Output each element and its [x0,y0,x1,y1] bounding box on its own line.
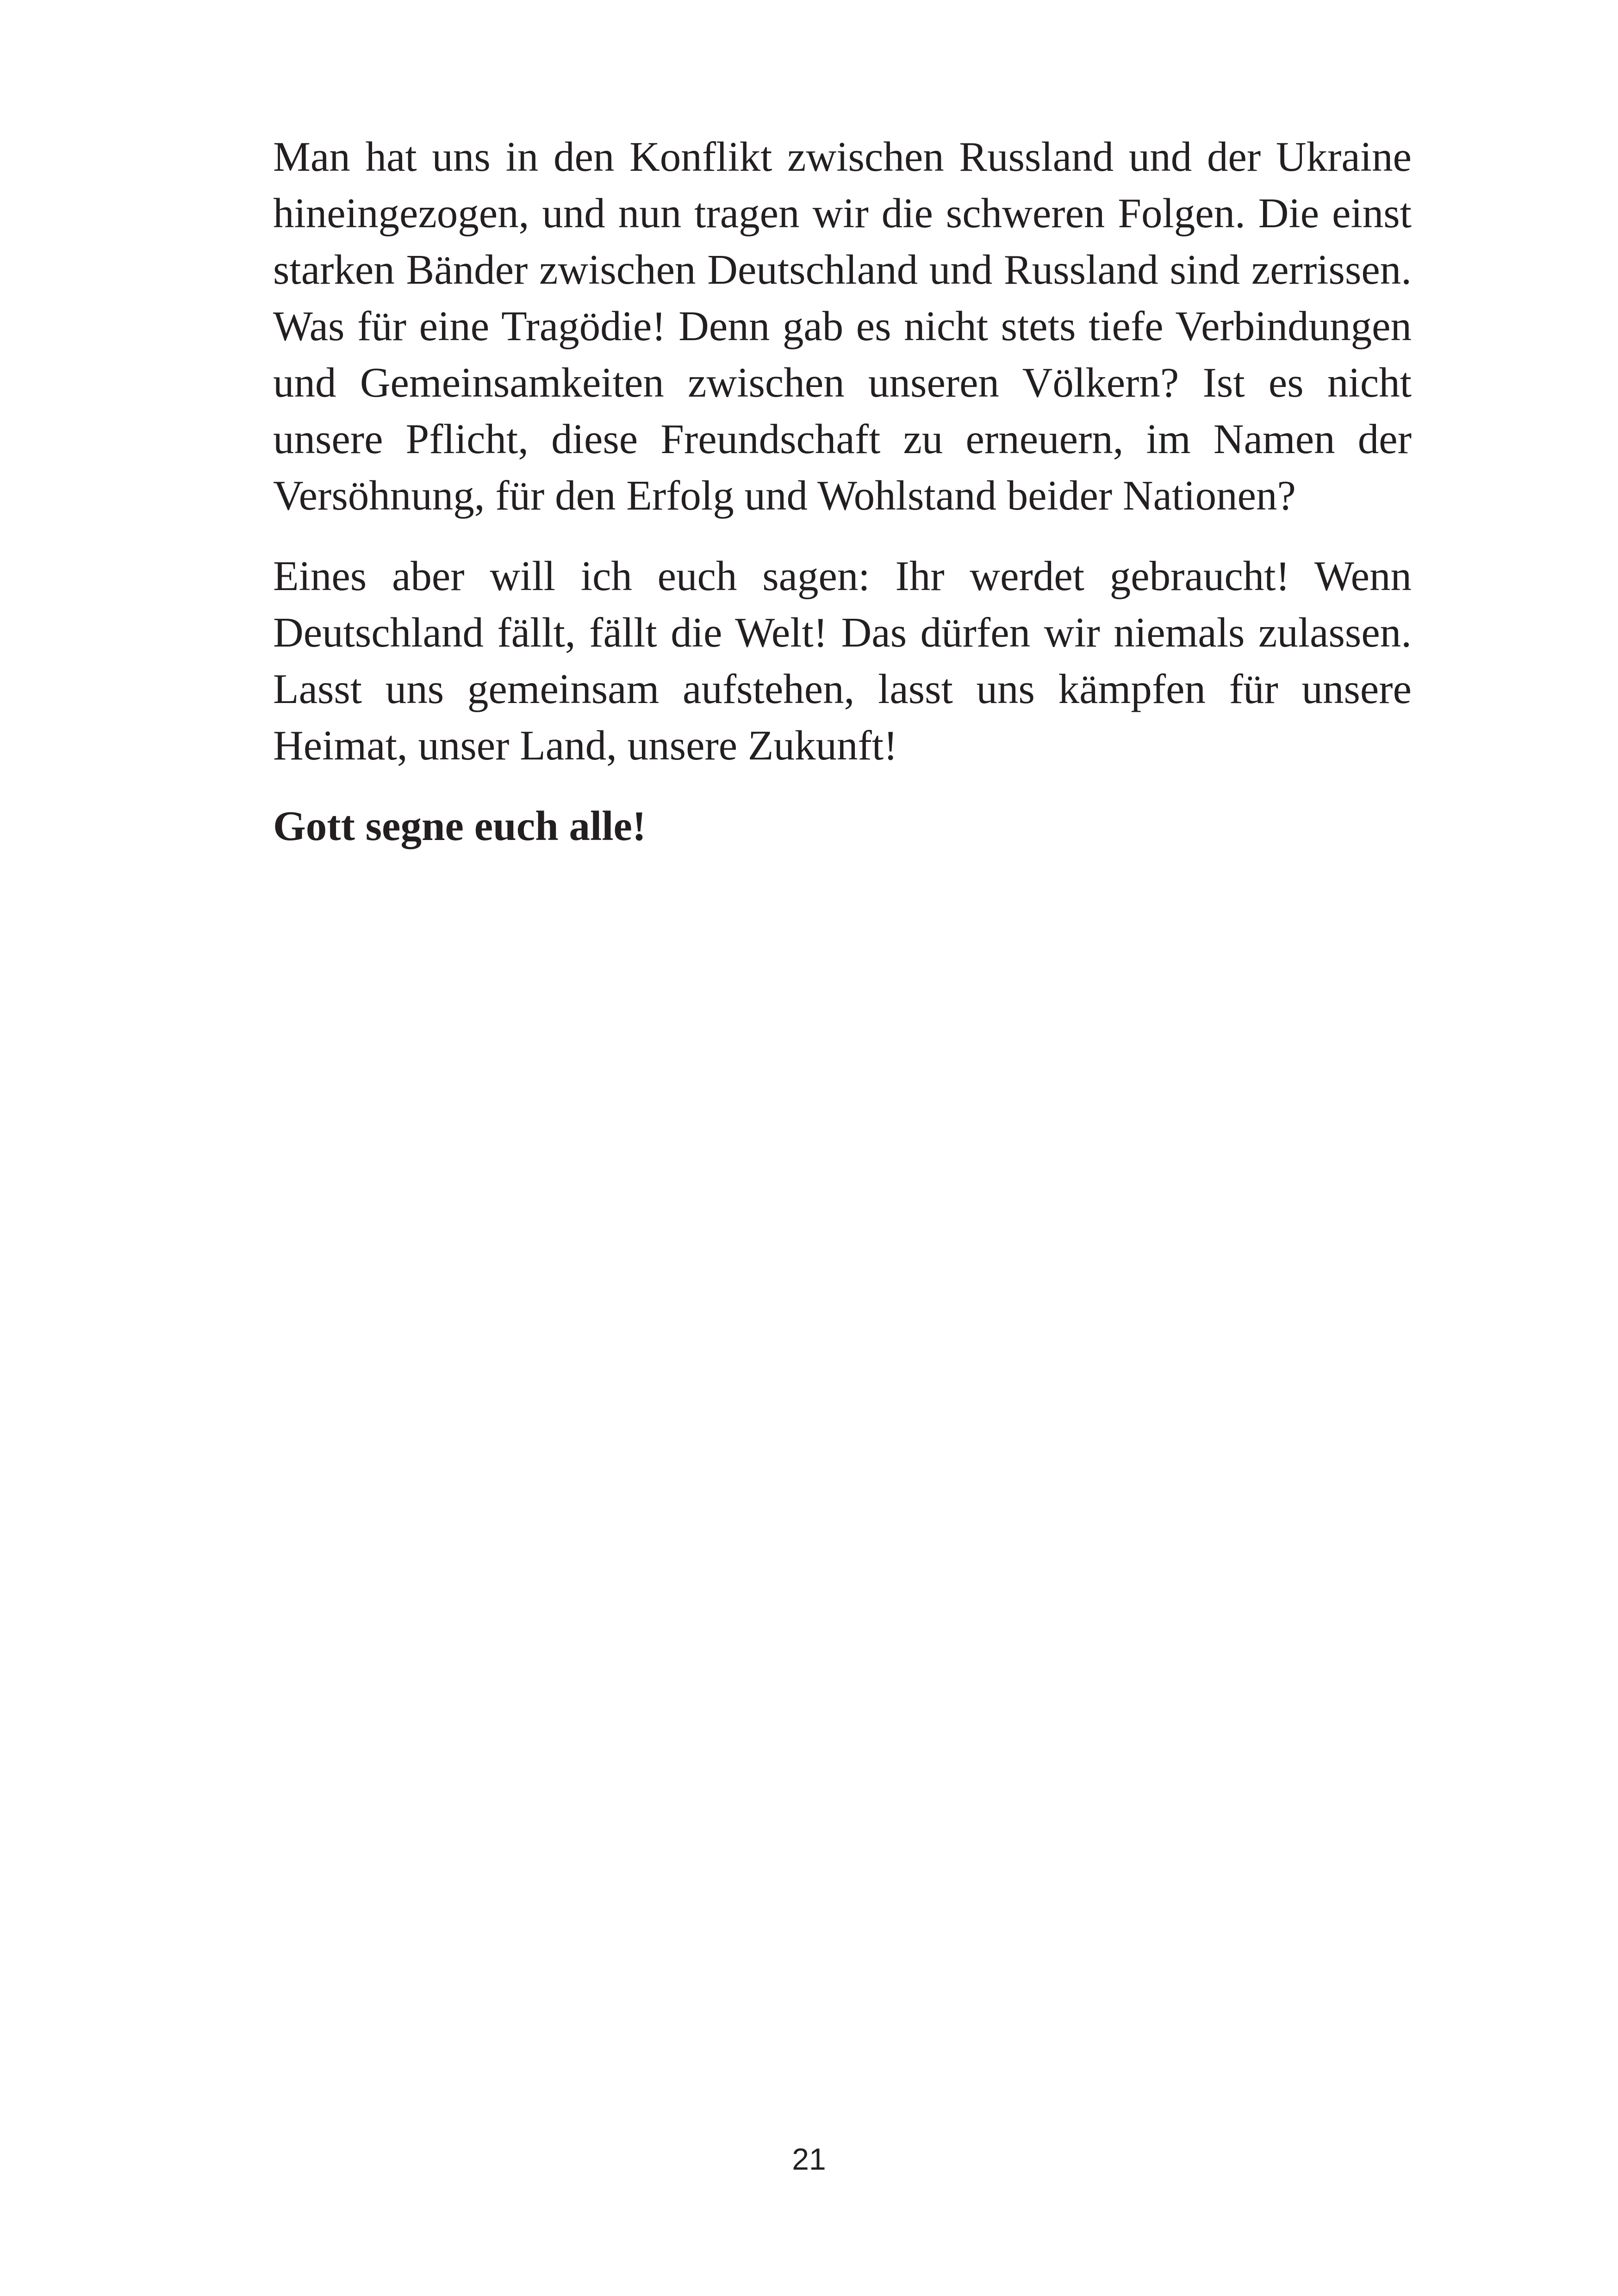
page-number: 21 [792,2142,826,2176]
paragraph-2: Eines aber will ich euch sagen: Ihr werdet gebraucht! Wenn Deutschland fällt, fällt die Welt! Das dürfen wir niemals zulassen. Lasst uns gemeinsam aufstehen, lasst uns kämpfen für unsere Heimat, unser Land, unsere Zukunft! [273,553,1412,769]
closing-line: Gott segne euch alle! [273,803,647,849]
paragraph-1: Man hat uns in den Konflikt zwischen Russland und der Ukraine hineingezogen, und nun tragen wir die schweren Folgen. Die einst starken Bänder zwischen Deutschland und Russland sind zerrissen. Was für eine Tragödie! Denn gab es nicht stets tiefe Verbindungen und Gemeinsamkeiten zwischen unseren Völkern? Ist es nicht unsere Pflicht, diese Freundschaft zu erneuern, im Namen der Versöhnung, für den Erfolg und Wohlstand beider Nationen? [273,133,1412,519]
body-text [273,129,1412,854]
